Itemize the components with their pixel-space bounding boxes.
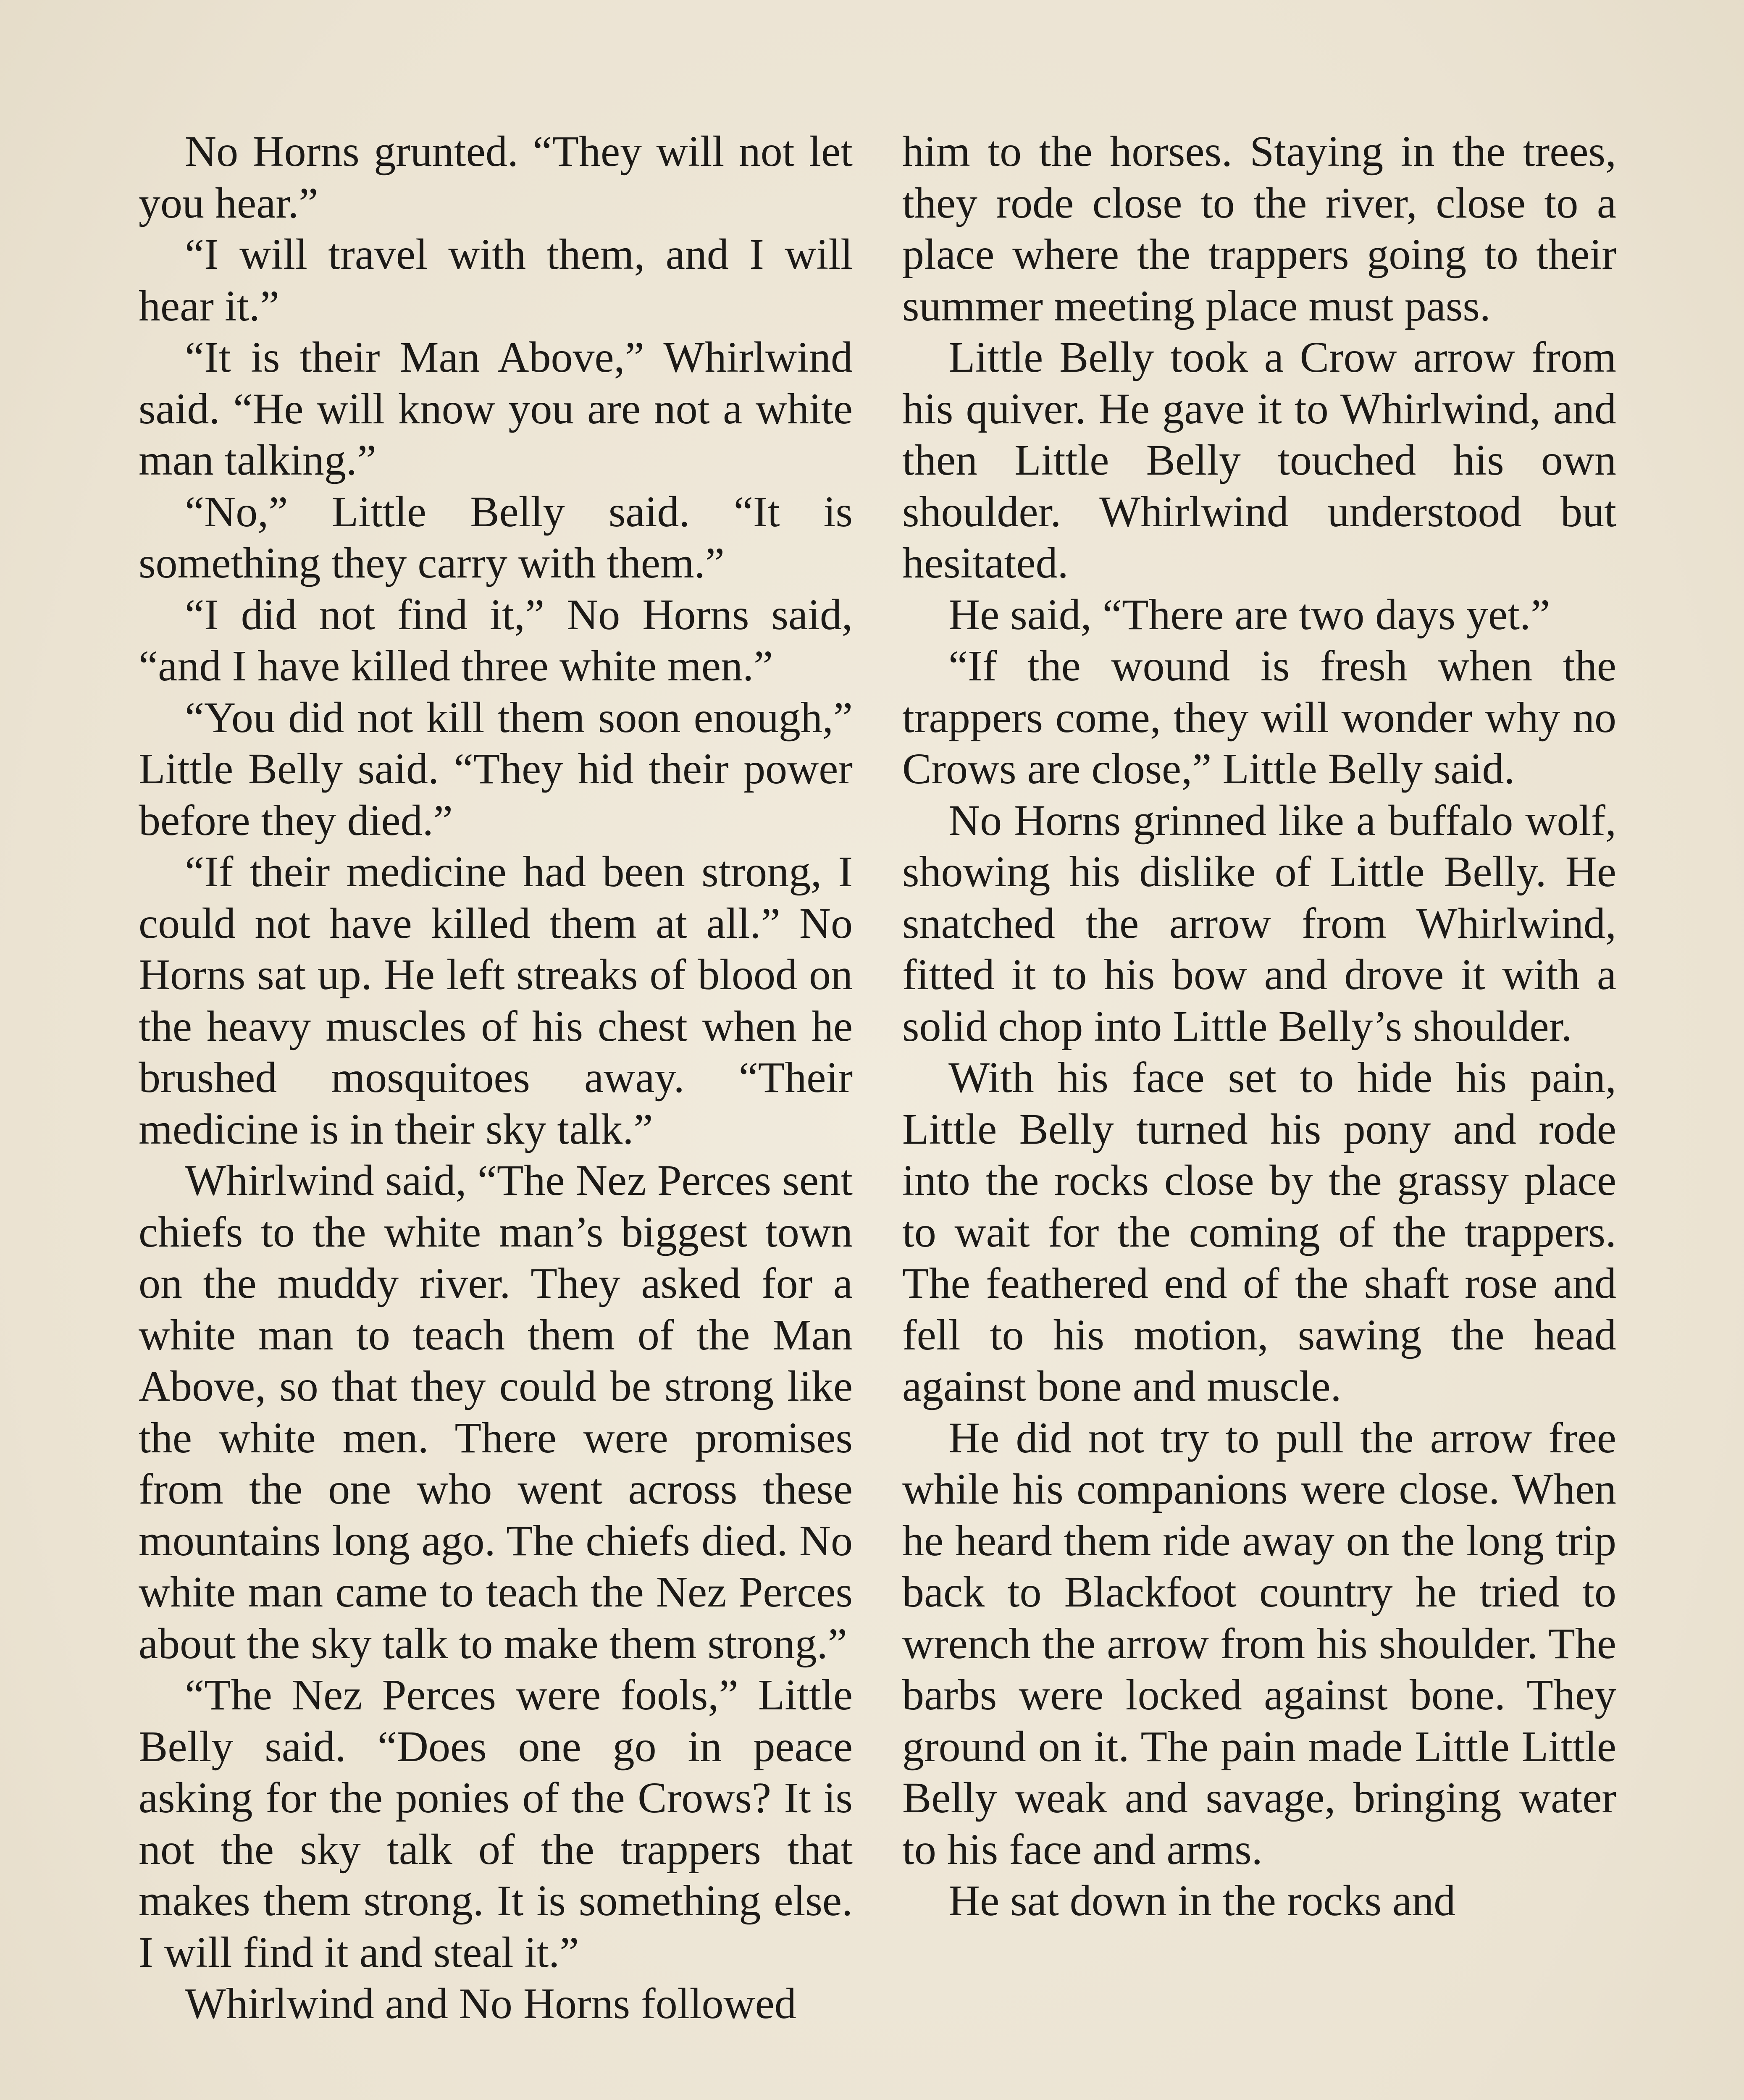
right-text-column (902, 126, 1616, 1927)
paragraph: Little Belly took a Crow arrow from his quiver. He gave it to Whirlwind, and then Little Belly touched his own shoulder. Whirlwind understood but hesitated. (902, 333, 1616, 587)
paragraph: Whirlwind said, “The Nez Perces sent chiefs to the white man’s biggest town on the muddy river. They asked for a white man to teach them of the Man Above, so that they could be strong like the white men. There were promises from the one who went across these mountains long ago. The chiefs died. No white man came to teach the Nez Perces about the sky talk to make them strong.” (139, 1156, 853, 1668)
paragraph: “No,” Little Belly said. “It is something they carry with them.” (139, 487, 853, 587)
paragraph: He said, “There are two days yet.” (948, 590, 1550, 639)
paragraph: He sat down in the rocks and (948, 1877, 1456, 1925)
paragraph: With his face set to hide his pain, Little Belly turned his pony and rode into the rocks close by the grassy place to wait for the coming of the trappers. The feathered end of the shaft rose and fell to his motion, sawing the head against bone and muscle. (902, 1053, 1616, 1410)
paragraph: No Horns grunted. “They will not let you hear.” (139, 127, 853, 227)
paragraph: “I will travel with them, and I will hear it.” (139, 230, 853, 330)
paragraph-continued: him to the horses. Staying in the trees, they rode close to the river, close to a place where the trappers going to their summer meeting place must pass. (902, 127, 1616, 330)
paragraph: “If the wound is fresh when the trappers come, they will wonder why no Crows are close,” Little Belly said. (902, 642, 1616, 793)
paragraph: “It is their Man Above,” Whirlwind said. “He will know you are not a white man talking.” (139, 333, 853, 484)
left-text-column (139, 126, 853, 2030)
paragraph: “The Nez Perces were fools,” Little Belly said. “Does one go in peace asking for the ponies of the Crows? It is not the sky talk of the trappers that makes them strong. It is something else. I will find it and steal it.” (139, 1671, 853, 1977)
paragraph: He did not try to pull the arrow free while his companions were close. When he heard them ride away on the long trip back to Blackfoot country he tried to wrench the arrow from his shoulder. The barbs were locked against bone. They ground on it. The pain made Little Little Belly weak and savage, bringing water to his face and arms. (902, 1413, 1616, 1874)
paragraph: Whirlwind and No Horns followed (185, 1979, 796, 2028)
paragraph: “I did not find it,” No Horns said, “and I have killed three white men.” (139, 590, 853, 690)
paragraph: No Horns grinned like a buffalo wolf, showing his dislike of Little Belly. He snatched the arrow from Whirlwind, fitted it to his bow and drove it with a solid chop into Little Belly’s shoulder. (902, 796, 1616, 1050)
paragraph: “If their medicine had been strong, I could not have killed them at all.” No Horns sat up. He left streaks of blood on the heavy muscles of his chest when he brushed mosquitoes away. “Their medicine is in their sky talk.” (139, 848, 853, 1153)
paragraph: “You did not kill them soon enough,” Little Belly said. “They hid their power before they died.” (139, 693, 853, 845)
